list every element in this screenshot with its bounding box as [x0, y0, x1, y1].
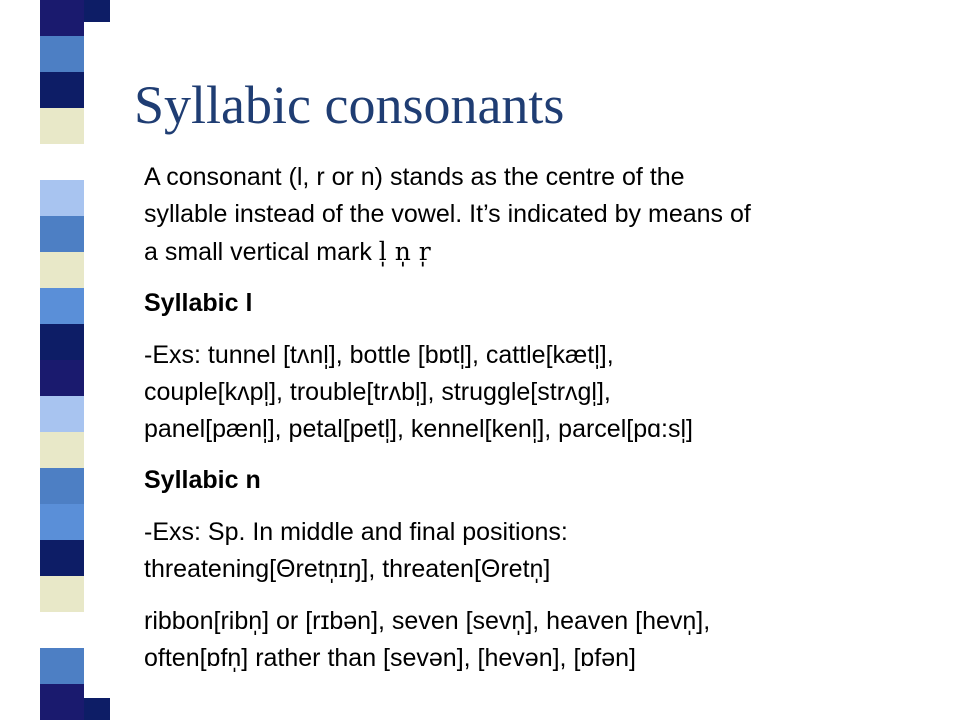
decorative-edge-bar [84, 0, 110, 720]
stripe-block [40, 0, 84, 36]
edge-segment [84, 698, 110, 720]
stripe-block [40, 684, 84, 720]
stripe-block [40, 72, 84, 108]
edge-segment [84, 22, 110, 698]
example-line: often[ɒfn̩] rather than [sevən], [hevən], [ɒfən] [144, 644, 636, 672]
intro-paragraph [144, 159, 934, 271]
intro-line: A consonant (l, r or n) stands as the centre of the [144, 163, 685, 191]
syllabic-marks: l̩ n̩ r̩ [378, 237, 431, 266]
stripe-block [40, 216, 84, 252]
syllabic-l-heading: Syllabic l [144, 289, 253, 317]
stripe-block [40, 576, 84, 612]
stripe-block [40, 180, 84, 216]
stripe-block [40, 252, 84, 288]
intro-line [144, 233, 934, 271]
example-line: panel[pænl̩], petal[petl̩], kennel[kenl̩], parcel[pɑ:sl̩] [144, 415, 693, 443]
stripe-block [40, 144, 84, 180]
stripe-block [40, 612, 84, 648]
intro-line-text: a small vertical mark [144, 238, 379, 266]
stripe-block [40, 360, 84, 396]
example-line: -Exs: Sp. In middle and final positions: [144, 518, 568, 546]
stripe-block [40, 288, 84, 324]
stripe-block [40, 504, 84, 540]
stripe-block [40, 540, 84, 576]
stripe-block [40, 468, 84, 504]
syllabic-n-more-examples [144, 603, 934, 677]
stripe-block [40, 648, 84, 684]
edge-segment [84, 0, 110, 22]
stripe-block [40, 432, 84, 468]
stripe-block [40, 36, 84, 72]
example-line: -Exs: tunnel [tʌnl̩], bottle [bɒtl̩], cattle[kætl̩], [144, 341, 614, 369]
intro-line: syllable instead of the vowel. It’s indicated by means of [144, 200, 751, 228]
example-line: couple[kʌpl̩], trouble[trʌbl̩], struggle[strʌgl̩], [144, 378, 611, 406]
example-line: threatening[Θretn̩ɪŋ], threaten[Θretn̩] [144, 555, 551, 583]
stripe-block [40, 396, 84, 432]
stripe-block [40, 324, 84, 360]
slide-body [144, 159, 934, 691]
syllabic-l-examples [144, 337, 934, 448]
slide-title: Syllabic consonants [134, 75, 565, 135]
syllabic-n-positions [144, 514, 934, 588]
syllabic-n-heading: Syllabic n [144, 466, 261, 494]
example-line: ribbon[ribn̩] or [rɪbən], seven [sevn̩], heaven [hevn̩], [144, 607, 711, 635]
decorative-stripe-bar [40, 0, 84, 720]
stripe-block [40, 108, 84, 144]
